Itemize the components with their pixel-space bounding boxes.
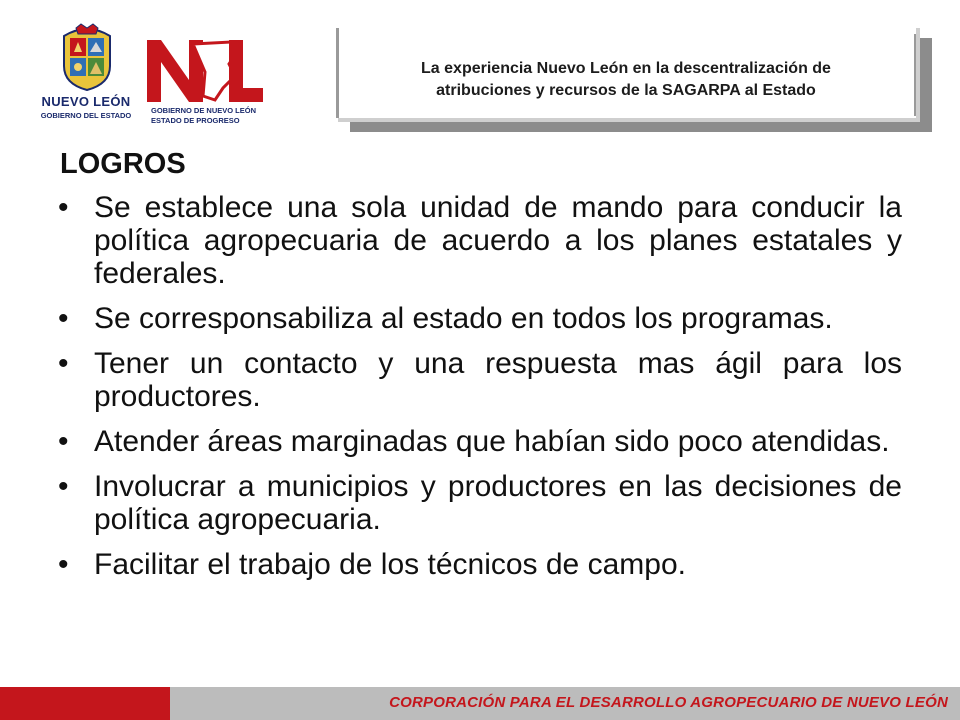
list-item	[58, 548, 902, 581]
list-item	[58, 302, 902, 335]
bullet-icon: •	[58, 347, 69, 380]
coat-of-arms-icon	[60, 22, 114, 92]
list-item-text: Atender áreas marginadas que habían sido poco atendidas.	[94, 425, 890, 458]
logo-left-subtitle: GOBIERNO DEL ESTADO	[40, 111, 132, 120]
bullet-icon: •	[58, 548, 69, 581]
logo-right-title: GOBIERNO DE NUEVO LEÓN	[151, 106, 257, 115]
slide-title-line-2: atribuciones y recursos de la SAGARPA al Estado	[436, 82, 816, 99]
section-heading: LOGROS	[60, 148, 186, 180]
list-item-text: Tener un contacto y una respuesta mas ágil para los productores.	[94, 347, 902, 413]
bullet-icon: •	[58, 425, 69, 458]
gobierno-nuevo-leon-nl-logo	[145, 36, 265, 131]
bullet-icon: •	[58, 191, 69, 224]
list-item-text: Se corresponsabiliza al estado en todos los programas.	[94, 302, 833, 335]
list-item	[58, 470, 902, 536]
logo-right-subtitle: ESTADO DE PROGRESO	[151, 116, 240, 125]
title-box	[338, 28, 920, 122]
achievements-list	[58, 191, 902, 581]
nuevo-leon-coat-of-arms-logo	[36, 22, 136, 132]
nl-logo-icon	[145, 36, 265, 106]
slide-title-line-1: La experiencia Nuevo León en la descentralización de	[421, 60, 831, 77]
list-item-text: Involucrar a municipios y productores en las decisiones de política agropecuaria.	[94, 470, 902, 536]
title-box-left-bar	[336, 28, 339, 118]
list-item-text: Facilitar el trabajo de los técnicos de campo.	[94, 548, 686, 581]
slide-content	[58, 148, 902, 593]
bullet-icon: •	[58, 302, 69, 335]
list-item	[58, 347, 902, 413]
list-item	[58, 191, 902, 290]
bullet-icon: •	[58, 470, 69, 503]
footer-red-block	[0, 687, 170, 720]
logo-left-title: NUEVO LEÓN	[41, 94, 131, 109]
list-item-text: Se establece una sola unidad de mando para conducir la política agropecuaria de acuerdo a los planes estatales y federales.	[94, 191, 902, 290]
footer-bar	[0, 687, 960, 720]
list-item	[58, 425, 902, 458]
slide-title	[348, 58, 904, 102]
footer-organization-name: CORPORACIÓN PARA EL DESARROLLO AGROPECUARIO DE NUEVO LEÓN	[389, 694, 948, 711]
title-box-right-bar	[914, 34, 916, 116]
